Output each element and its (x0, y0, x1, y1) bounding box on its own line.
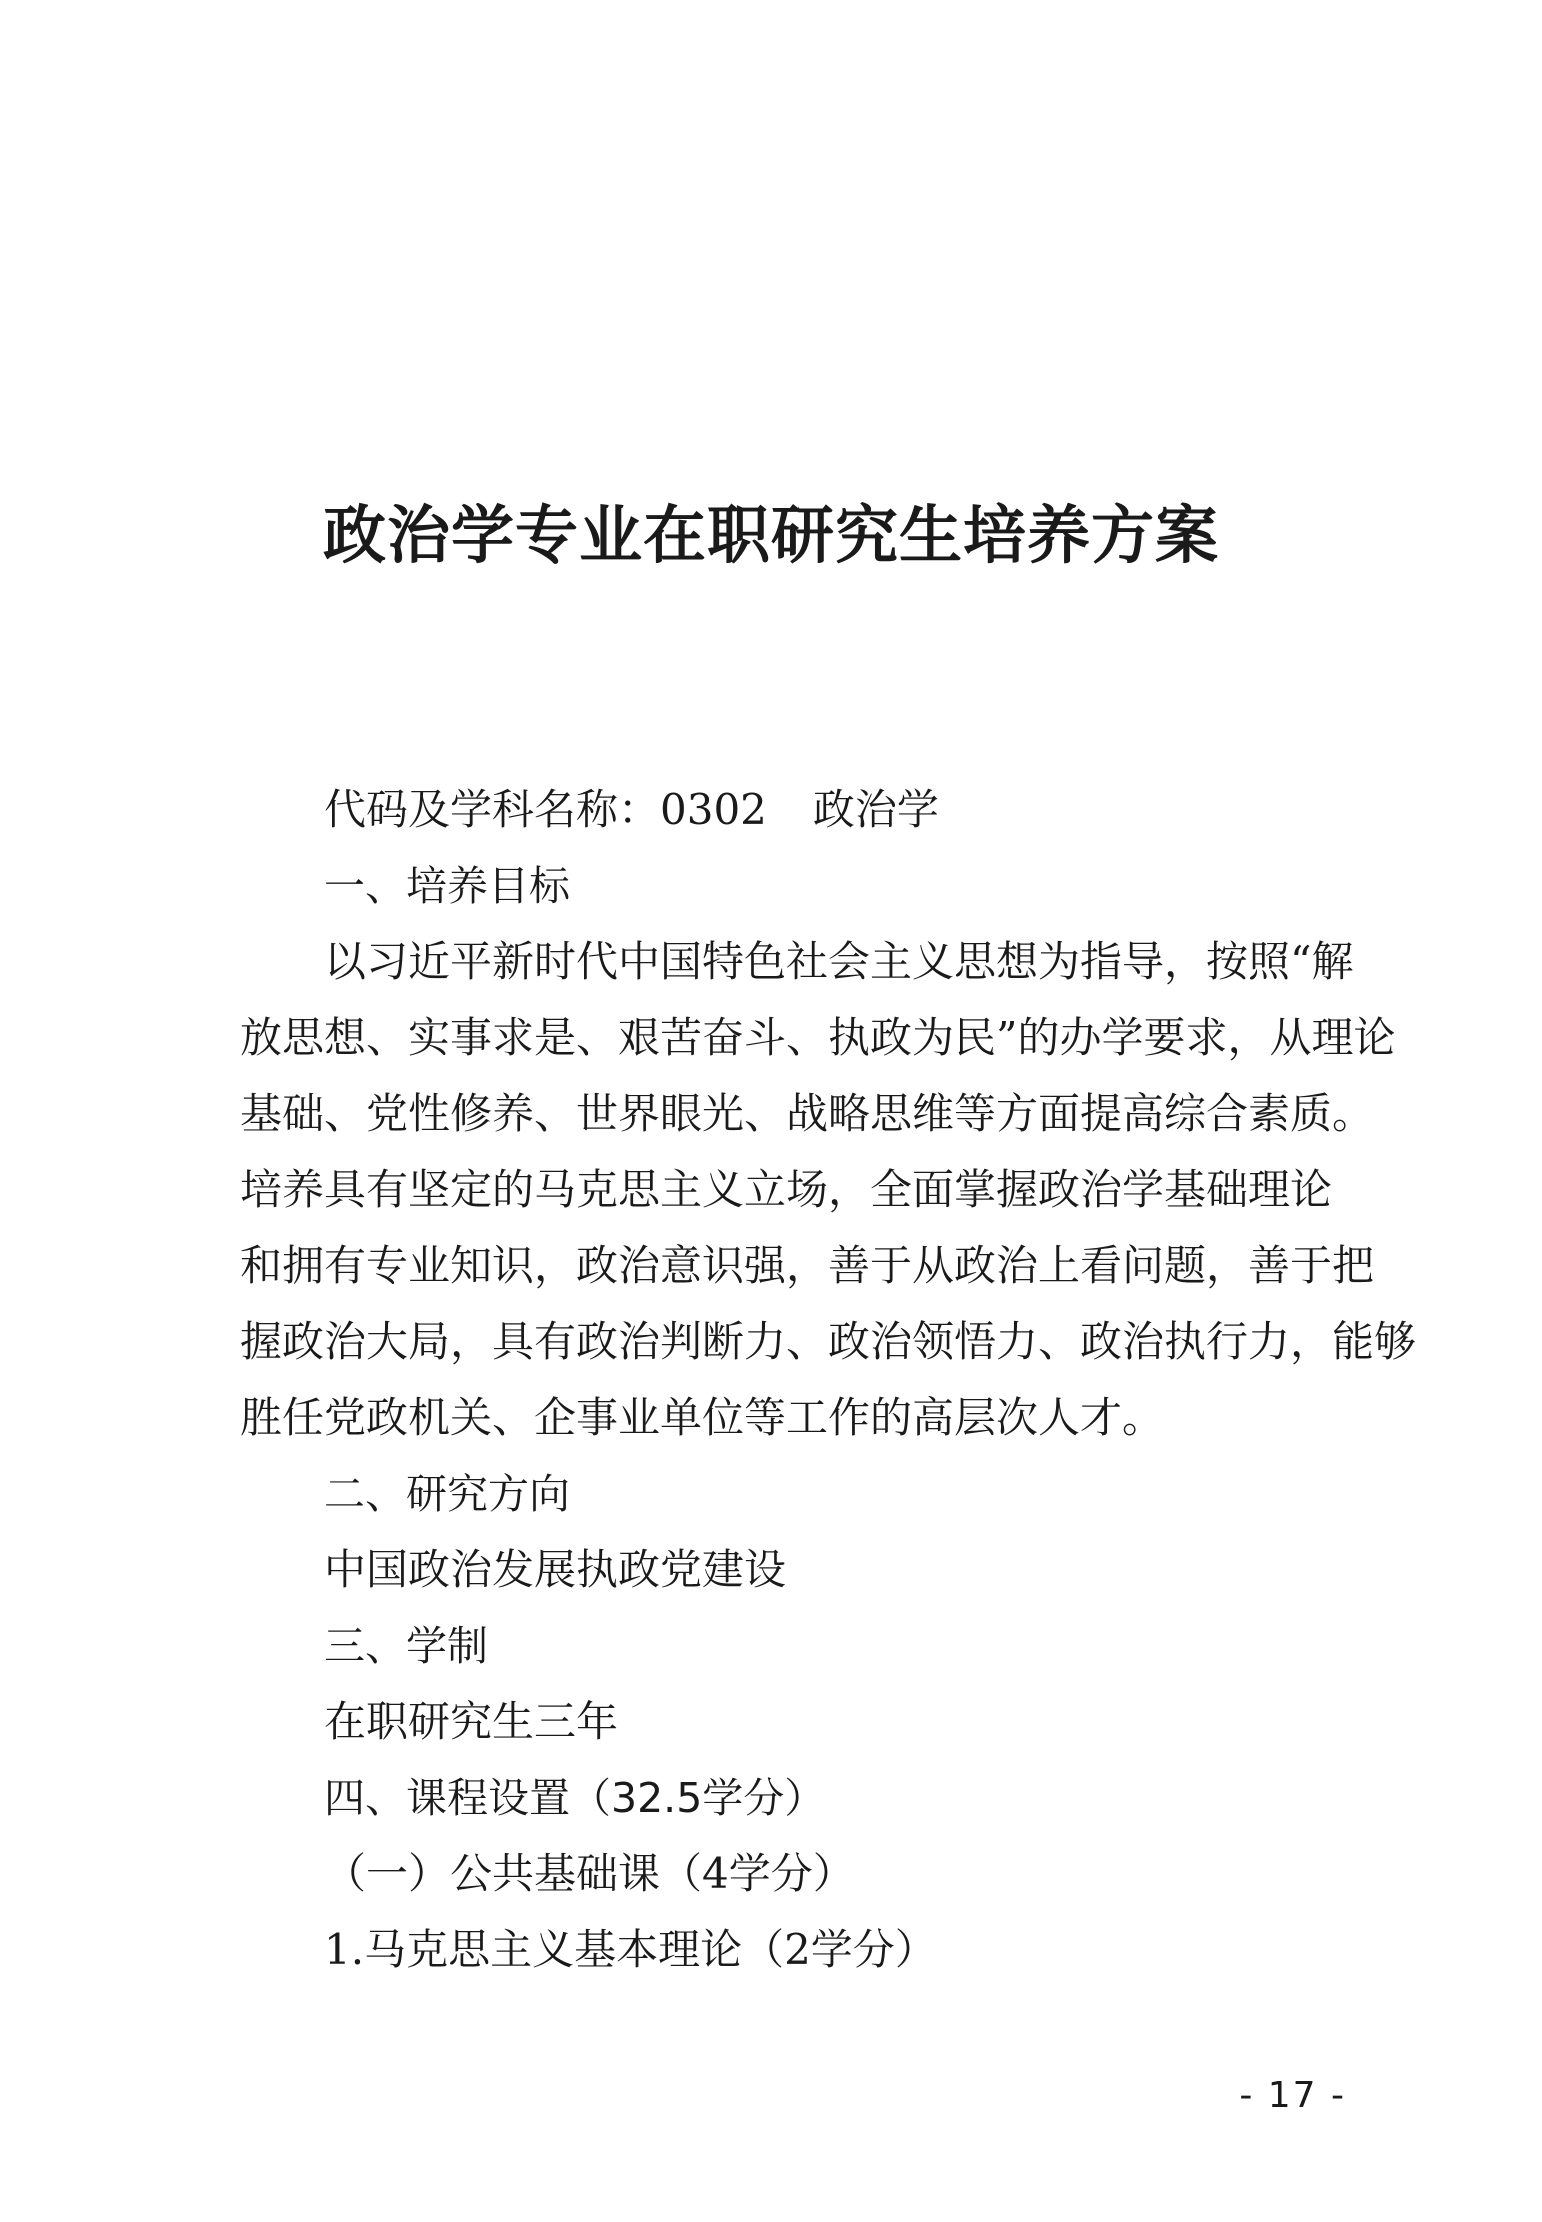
section-heading-objectives: 一、培养目标 (324, 862, 570, 910)
section-heading-duration: 三、学制 (324, 1622, 488, 1670)
section-heading-curriculum: 四、课程设置（32.5学分） (324, 1774, 826, 1822)
objectives-paragraph-line: 胜任党政机关、企事业单位等工作的高层次人才。 (240, 1393, 1165, 1442)
objectives-paragraph-line: 和拥有专业知识，政治意识强，善于从政治上看问题，善于把 (240, 1241, 1375, 1290)
document-title: 政治学专业在职研究生培养方案 (323, 498, 1219, 572)
objectives-paragraph-line: 以习近平新时代中国特色社会主义思想为指导，按照“解 (324, 937, 1354, 986)
section-heading-research-direction: 二、研究方向 (324, 1470, 570, 1518)
page-number: - 17 - (1239, 2075, 1346, 2116)
objectives-paragraph-line: 基础、党性修养、世界眼光、战略思维等方面提高综合素质。 (240, 1089, 1375, 1138)
curriculum-subheading: （一）公共基础课（4学分） (324, 1849, 855, 1898)
discipline-name: 政治学 (812, 785, 939, 834)
discipline-code-line (240, 772, 1350, 848)
discipline-code-label: 代码及学科名称：0302 (324, 785, 767, 834)
objectives-paragraph-line: 培养具有坚定的马克思主义立场，全面掌握政治学基础理论 (240, 1165, 1333, 1214)
objectives-paragraph-line: 握政治大局，具有政治判断力、政治领悟力、政治执行力，能够 (240, 1317, 1417, 1366)
research-direction-text: 中国政治发展执政党建设 (324, 1545, 787, 1594)
curriculum-item: 1.马克思主义基本理论（2学分） (324, 1925, 937, 1974)
document-body (240, 772, 1417, 1988)
objectives-paragraph-line: 放思想、实事求是、艰苦奋斗、执政为民”的办学要求，从理论 (240, 1013, 1396, 1062)
duration-text: 在职研究生三年 (324, 1697, 619, 1746)
